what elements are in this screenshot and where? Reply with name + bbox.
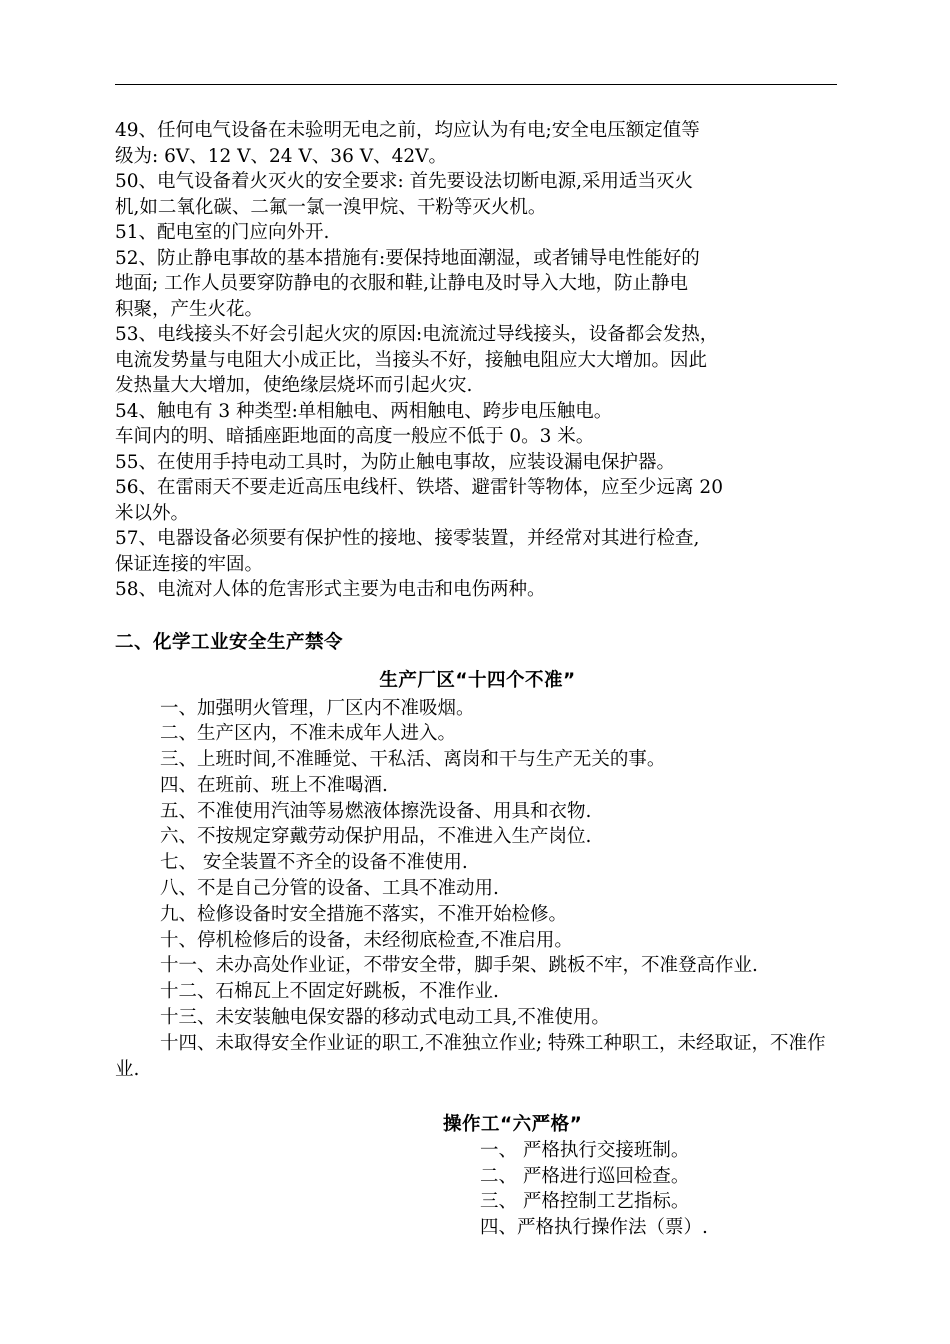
item-line: 52、防止静电事故的基本措施有:要保持地面潮湿，或者铺导电性能好的 [115,247,700,269]
rule-text: 六、不按规定穿戴劳动保护用品，不准进入生产岗位. [160,826,592,848]
rule-item [115,876,840,902]
six-strict-item: 二、 严格进行巡回检查。 [480,1165,690,1187]
electrical-safety-items [115,118,840,603]
rule-text: 四、在班前、班上不准喝酒. [160,774,388,796]
rule-text: 十三、未安装触电保安器的移动式电动工具,不准使用。 [160,1007,610,1029]
item-line: 55、在使用手持电动工具时，为防止触电事故，应装设漏电保护器。 [115,451,676,473]
item-line: 53、电线接头不好会引起火灾的原因:电流流过导线接头，设备都会发热， [115,324,719,345]
rule-item [115,850,840,876]
item-line: 积聚，产生火花。 [115,298,264,320]
rule-text: 十四、未取得安全作业证的职工,不准独立作业; 特殊工种职工，未经取证，不准作业. [115,1032,826,1080]
item-line: 地面; 工作人员要穿防静电的衣服和鞋,让静电及时导入大地，防止静电 [115,273,688,294]
rule-item [115,773,840,799]
rule-text: 八、不是自己分管的设备、工具不准动用. [160,878,499,900]
item-line: 54、触电有 3 种类型:单相触电、两相触电、跨步电压触电。 [115,400,613,422]
six-strict-item: 三、 严格控制工艺指标。 [480,1191,690,1213]
item-line: 58、电流对人体的危害形式主要为电击和电伤两种。 [115,579,546,600]
item-line: 49、任何电气设备在未验明无电之前，均应认为有电;安全电压额定值等 [115,120,700,141]
item-line: 机,如二氧化碳、二氟一氯一溴甲烷、干粉等灭火机。 [115,196,547,218]
rule-item [115,953,840,979]
six-strict-list [115,1138,840,1240]
rule-text: 十二、石棉瓦上不固定好跳板，不准作业. [160,981,499,1003]
item-line: 保证连接的牢固。 [115,553,264,575]
rule-item [115,1005,840,1031]
rule-item [115,721,840,747]
fourteen-rules-title: 生产厂区“十四个不准” [379,669,576,691]
rule-text: 二、生产区内，不准未成年人进入。 [160,723,457,745]
item-line: 车间内的明、暗插座距地面的高度一般应不低于 0。3 米。 [115,426,595,447]
rule-item [115,824,840,850]
rule-item [115,979,840,1005]
item-line: 电流发势量与电阻大小成正比，当接头不好，接触电阻应大大增加。因此 [115,349,708,371]
item-line: 57、电器设备必须要有保护性的接地、接零装置，并经常对其进行检查, [115,528,700,549]
item-line: 50、电气设备着火灭火的安全要求: 首先要设法切断电源,采用适当灭火 [115,171,694,192]
item-line: 米以外。 [115,502,190,524]
six-strict-item: 四、严格执行操作法（票）. [480,1216,708,1238]
rule-text: 三、上班时间,不准睡觉、干私活、离岗和干与生产无关的事。 [160,749,666,771]
item-line: 56、在雷雨天不要走近高压电线杆、铁塔、避雷针等物体，应至少远离 20 [115,477,723,498]
rule-text: 九、检修设备时安全措施不落实，不准开始检修。 [160,903,568,925]
rule-text: 十一、未办高处作业证，不带安全带，脚手架、跳板不牢，不准登高作业. [160,955,758,977]
item-line: 发热量大大增加，使绝缘层烧坏而引起火灾. [115,375,473,396]
header-rule [115,84,837,85]
rule-item [115,747,840,773]
six-strict-item: 一、 严格执行交接班制。 [480,1140,690,1162]
rule-text: 一、加强明火管理，厂区内不准吸烟。 [160,697,475,719]
fourteen-rules-list [115,696,840,1083]
rule-text: 七、 安全装置不齐全的设备不准使用. [160,852,468,874]
item-line: 51、配电室的门应向外开. [115,222,330,243]
rule-item [115,696,840,722]
section-heading: 二、化学工业安全生产禁令 [115,631,344,653]
item-line: 级为: 6V、12 V、24 V、36 V、42V。 [115,145,447,167]
rule-text: 十、停机检修后的设备，未经彻底检查,不准启用。 [160,929,573,951]
rule-item [115,902,840,928]
document-page [115,118,840,1240]
six-strict-title: 操作工“六严格” [443,1114,583,1136]
rule-item [115,799,840,825]
rule-item [115,1031,840,1083]
rule-text: 五、不准使用汽油等易燃液体擦洗设备、用具和衣物. [160,800,592,822]
rule-item [115,928,840,954]
